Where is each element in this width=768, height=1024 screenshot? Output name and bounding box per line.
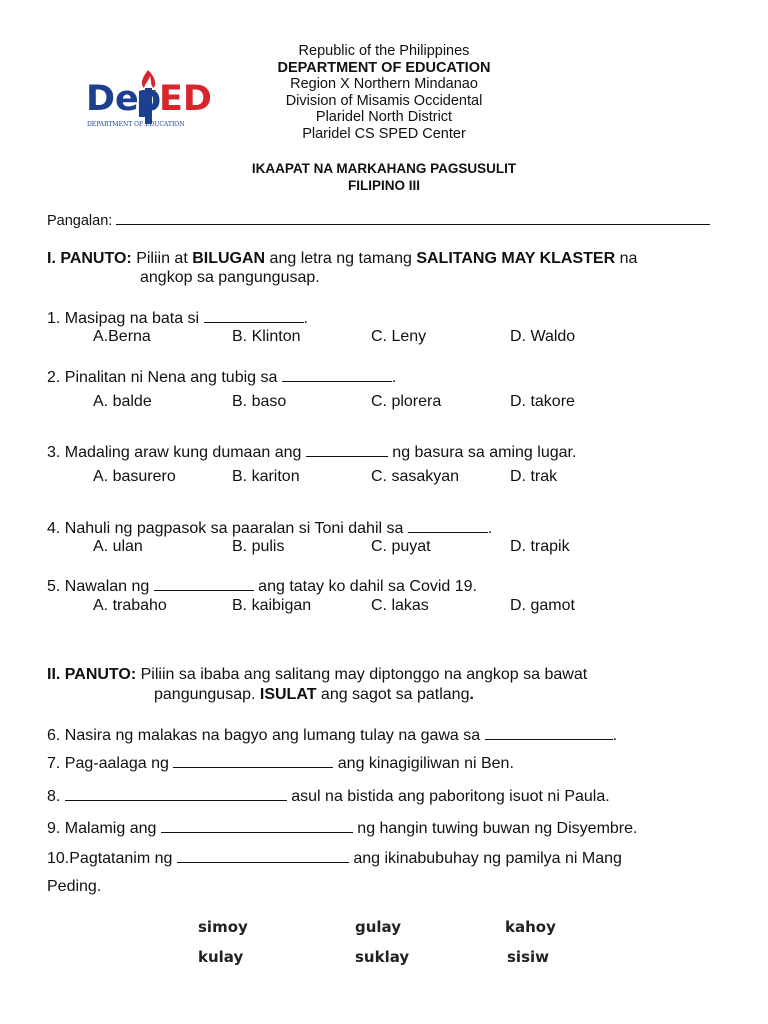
part1-text-c: na xyxy=(615,250,638,267)
question-7 xyxy=(47,753,514,773)
question-text-end: . xyxy=(303,310,308,327)
part1-instruction-line2: angkop sa pangungusap. xyxy=(140,269,320,286)
part2-line2-b: ang sagot sa patlang xyxy=(316,686,470,703)
logo-subtext: DEPARTMENT OF EDUCATION xyxy=(87,121,185,128)
part1-label: I. PANUTO: xyxy=(47,250,132,267)
choices-1 xyxy=(0,327,768,346)
choice-a[interactable]: A. ulan xyxy=(93,538,143,555)
question-text: 3. Madaling araw kung dumaan ang xyxy=(47,444,306,461)
part2-instruction xyxy=(47,665,587,684)
name-label: Pangalan: xyxy=(47,213,113,229)
question-text-end: ng basura sa aming lugar. xyxy=(387,444,577,461)
choices-5 xyxy=(0,596,768,615)
question-text-end: . xyxy=(391,369,397,386)
answer-blank[interactable] xyxy=(306,442,388,457)
answer-blank[interactable] xyxy=(173,753,333,768)
word-bank-item: suklay xyxy=(355,948,410,966)
answer-blank[interactable] xyxy=(154,576,254,591)
answer-blank[interactable] xyxy=(485,725,613,740)
question-10-line2: Peding. xyxy=(47,878,102,895)
answer-blank[interactable] xyxy=(177,848,349,863)
question-2 xyxy=(47,367,396,387)
svg-text:ED: ED xyxy=(159,79,212,119)
word-bank-item: sisiw xyxy=(507,948,549,966)
question-6 xyxy=(47,725,617,745)
question-text: 2. Pinalitan ni Nena ang tubig sa xyxy=(47,369,282,386)
question-4 xyxy=(47,518,492,538)
name-blank[interactable] xyxy=(116,210,710,225)
choice-a[interactable]: A. trabaho xyxy=(93,597,167,614)
part2-line2-a: pangungusap. xyxy=(154,686,260,703)
header-school: Plaridel CS SPED Center xyxy=(302,125,466,142)
question-1 xyxy=(47,308,308,328)
choices-2 xyxy=(0,392,768,411)
choice-c[interactable]: C. plorera xyxy=(371,393,442,410)
question-text: 9. Malamig ang xyxy=(47,820,161,837)
choice-d[interactable]: D. trak xyxy=(510,468,558,485)
header-region: Region X Northern Mindanao xyxy=(290,76,478,92)
choice-b[interactable]: B. kaibigan xyxy=(232,597,312,614)
exam-title: IKAAPAT NA MARKAHANG PAGSUSULIT xyxy=(251,161,517,176)
question-3 xyxy=(47,442,576,462)
header-department: DEPARTMENT OF EDUCATION xyxy=(277,59,491,76)
choice-c[interactable]: C. puyat xyxy=(371,538,431,555)
part1-instruction xyxy=(47,249,637,268)
word-bank-item: kahoy xyxy=(505,918,556,936)
choice-c[interactable]: C. Leny xyxy=(371,328,427,345)
choices-4 xyxy=(0,537,768,556)
choice-b[interactable]: B. pulis xyxy=(232,538,285,555)
question-text: 6. Nasira ng malakas na bagyo ang lumang tulay na gawa sa xyxy=(47,727,485,744)
part1-bold-a: BILUGAN xyxy=(192,250,266,267)
part2-line2-end: . xyxy=(469,686,474,703)
choice-b[interactable]: B. kariton xyxy=(232,468,300,485)
part2-instruction-line2 xyxy=(154,685,474,704)
choice-c[interactable]: C. lakas xyxy=(371,597,429,614)
svg-text:De: De xyxy=(86,79,139,119)
word-bank-item: simoy xyxy=(198,918,248,936)
question-8 xyxy=(47,786,610,806)
question-text-end: ang ikinabubuhay ng pamilya ni Mang xyxy=(348,850,622,867)
part1-text-a: Piliin at xyxy=(131,250,193,267)
choices-3 xyxy=(0,467,768,486)
question-text-end: ang kinagigiliwan ni Ben. xyxy=(333,755,514,772)
name-row xyxy=(47,210,710,231)
question-text: 5. Nawalan ng xyxy=(47,578,154,595)
part2-label: II. PANUTO: xyxy=(47,666,137,683)
svg-text:p: p xyxy=(136,79,162,119)
question-10 xyxy=(47,848,622,868)
word-bank-item: gulay xyxy=(355,918,401,936)
choice-a[interactable]: A. balde xyxy=(93,393,152,410)
choice-d[interactable]: D. takore xyxy=(510,393,575,410)
question-text: 7. Pag-aalaga ng xyxy=(47,755,174,772)
answer-blank[interactable] xyxy=(65,786,287,801)
choice-d[interactable]: D. Waldo xyxy=(510,328,576,345)
word-bank-item: kulay xyxy=(198,948,244,966)
exam-title-block xyxy=(0,160,768,194)
part1-bold-b: SALITANG MAY KLASTER xyxy=(416,250,616,267)
letterhead xyxy=(0,43,768,142)
question-text: 10.Pagtatanim ng xyxy=(47,850,177,867)
question-text: 1. Masipag na bata si xyxy=(47,310,204,327)
answer-blank[interactable] xyxy=(161,818,353,833)
question-text-end: . xyxy=(487,520,493,537)
choice-c[interactable]: C. sasakyan xyxy=(371,468,460,485)
answer-blank[interactable] xyxy=(408,518,488,533)
answer-blank[interactable] xyxy=(204,308,304,323)
header-division: Division of Misamis Occidental xyxy=(285,92,483,109)
answer-blank[interactable] xyxy=(282,367,392,382)
question-text-end: ng hangin tuwing buwan ng Disyembre. xyxy=(352,820,638,837)
exam-subject: FILIPINO III xyxy=(347,178,420,193)
question-text: 8. xyxy=(47,788,65,805)
choice-a[interactable]: A. basurero xyxy=(93,468,176,485)
part2-text-a: Piliin sa ibaba ang salitang may diptonggo na angkop sa bawat xyxy=(136,666,588,683)
question-text-end: asul na bistida ang paboritong isuot ni Paula. xyxy=(286,788,610,805)
choice-b[interactable]: B. Klinton xyxy=(232,328,301,345)
header-republic: Republic of the Philippines xyxy=(298,43,470,59)
choice-d[interactable]: D. gamot xyxy=(510,597,575,614)
question-5 xyxy=(47,576,477,596)
question-text-end: . xyxy=(612,727,618,744)
choice-b[interactable]: B. baso xyxy=(232,393,287,410)
choice-a[interactable]: A.Berna xyxy=(93,328,151,345)
question-text: 4. Nahuli ng pagpasok sa paaralan si Toni dahil sa xyxy=(47,520,408,537)
header-district: Plaridel North District xyxy=(315,109,453,125)
choice-d[interactable]: D. trapik xyxy=(510,538,570,555)
question-text-end: ang tatay ko dahil sa Covid 19. xyxy=(253,578,477,595)
part1-text-b: ang letra ng tamang xyxy=(265,250,417,267)
part2-line2-bold: ISULAT xyxy=(259,686,317,703)
question-9 xyxy=(47,818,637,838)
